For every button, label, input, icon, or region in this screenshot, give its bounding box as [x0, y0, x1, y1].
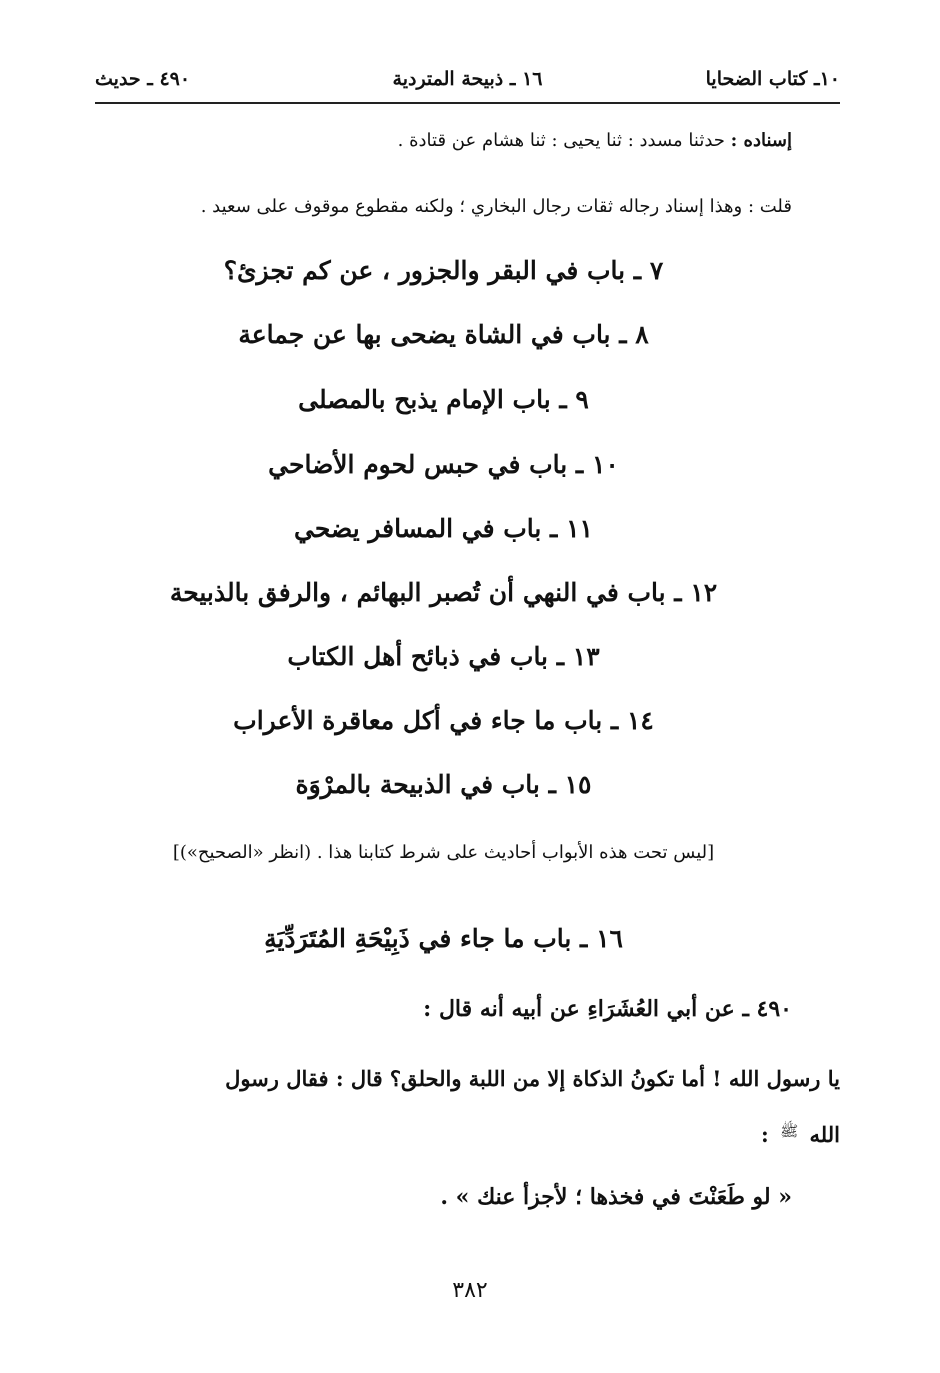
chapter-heading-12: ١٢ ـ باب في النهي أن تُصبر البهائم ، والرفق بالذبيحة: [169, 578, 718, 607]
isnad-paragraph: [398, 130, 792, 151]
hadith-text-line-1: يا رسول الله ! أما تكونُ الذكاة إلا من اللبة والحلق؟ قال : فقال رسول: [225, 1066, 840, 1091]
chapter-heading-16: ١٦ ـ باب ما جاء في ذَبِيْحَةِ المُتَرَدِّيَةِ: [264, 924, 623, 953]
chapter-heading-8: ٨ ـ باب في الشاة يضحى بها عن جماعة: [238, 320, 649, 349]
isnad-label: إسناده :: [730, 130, 792, 151]
header-book-title: ١٠ـ كتاب الضحايا: [705, 68, 840, 90]
chapter-heading-14: ١٤ ـ باب ما جاء في أكل معاقرة الأعراب: [233, 706, 654, 735]
hadith-text-colon: :: [761, 1122, 769, 1147]
prophetic-quote: « لو طَعَنْتَ في فخذها ؛ لأجزأ عنك » .: [440, 1184, 792, 1210]
chapter-heading-10: ١٠ ـ باب في حبس لحوم الأضاحي: [268, 450, 619, 479]
chapter-heading-13: ١٣ ـ باب في ذبائح أهل الكتاب: [287, 642, 600, 671]
hadith-heading: ٤٩٠ ـ عن أبي العُشَرَاءِ عن أبيه أنه قال :: [423, 996, 792, 1022]
chapter-heading-15: ١٥ ـ باب في الذبيحة بالمرْوَة: [295, 770, 592, 799]
running-header: [95, 62, 840, 102]
hadith-text-allah: الله: [809, 1122, 840, 1147]
header-chapter-title: ١٦ ـ ذبيحة المتردية: [392, 68, 543, 90]
page-number: ٣٨٢: [452, 1278, 488, 1303]
header-hadith-number: ٤٩٠ ـ حديث: [95, 68, 191, 90]
chapter-heading-9: ٩ ـ باب الإمام يذبح بالمصلى: [298, 385, 589, 414]
hadith-text-line-2: [761, 1122, 840, 1147]
salutation-glyph: ﷺ: [780, 1122, 799, 1140]
comment-paragraph: قلت : وهذا إسناد رجاله ثقات رجال البخاري ؛ ولكنه مقطوع موقوف على سعيد .: [200, 196, 792, 217]
chapter-heading-11: ١١ ـ باب في المسافر يضحي: [294, 514, 593, 543]
header-divider: [95, 102, 840, 104]
editor-note: [ليس تحت هذه الأبواب أحاديث على شرط كتابنا هذا . (انظر «الصحيح»)]: [172, 842, 715, 863]
chapter-heading-7: ٧ ـ باب في البقر والجزور ، عن كم تجزئ؟: [223, 256, 664, 285]
isnad-text: حدثنا مسدد : ثنا يحيى : ثنا هشام عن قتادة .: [397, 130, 725, 151]
